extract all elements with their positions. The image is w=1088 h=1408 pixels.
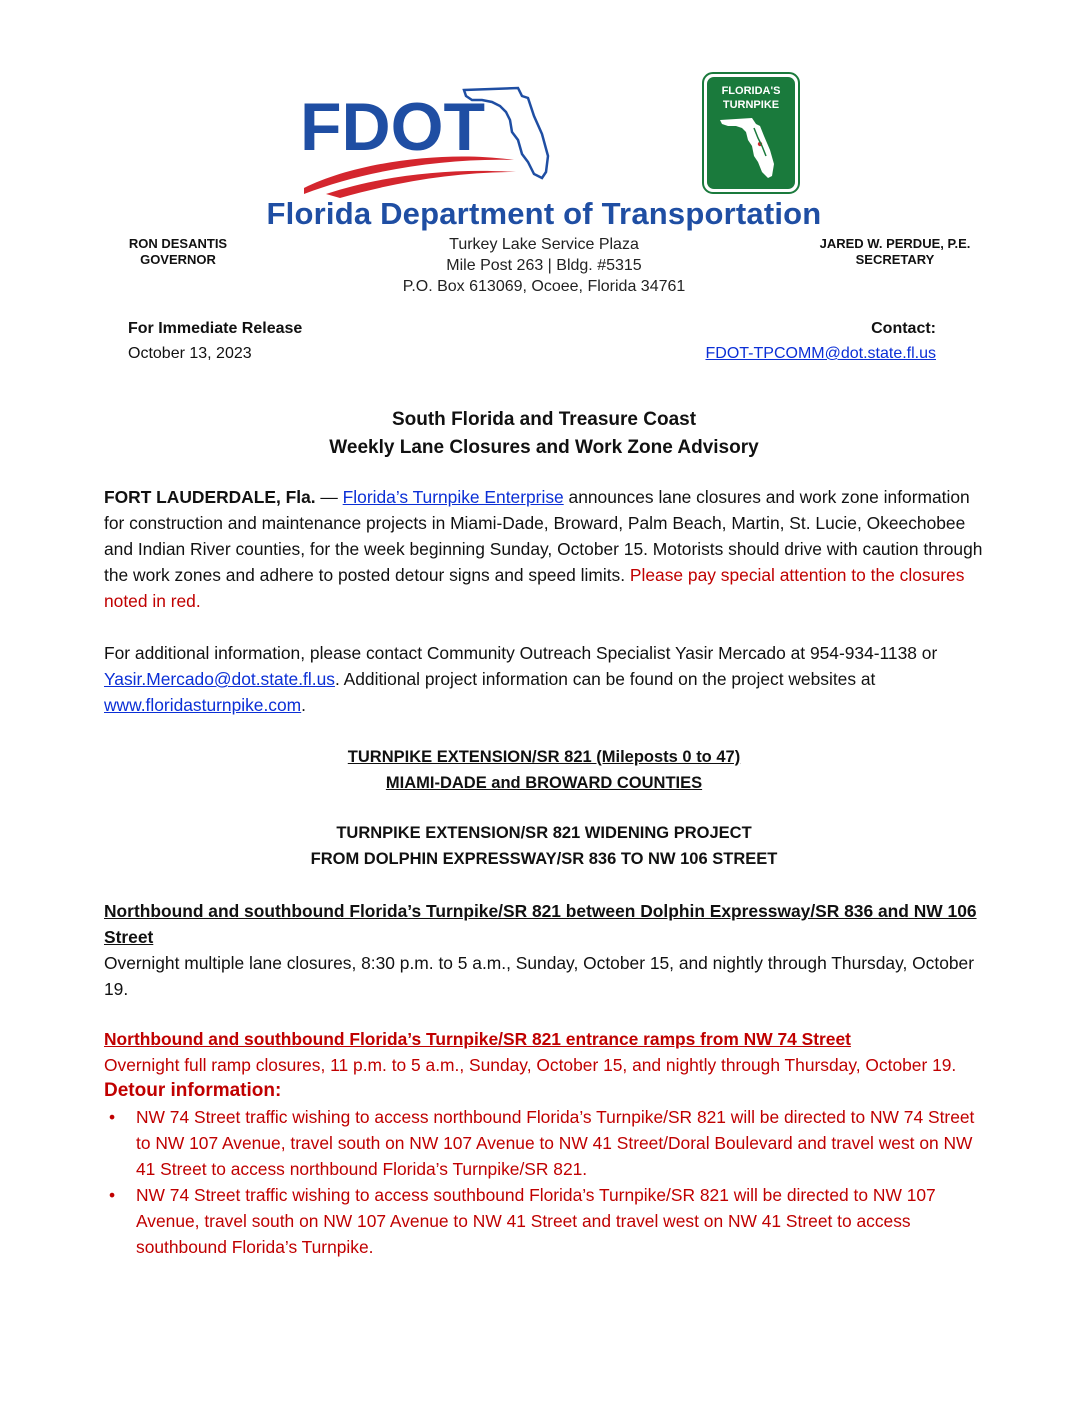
closure-item [104, 898, 984, 1002]
document-title [0, 406, 1088, 462]
turnpike-logo-line2: TURNPIKE [722, 99, 780, 111]
document-title-line-2: Weekly Lane Closures and Work Zone Advisory [329, 437, 759, 458]
contact-info [706, 316, 937, 366]
section-heading-line-1: TURNPIKE EXTENSION/SR 821 (Mileposts 0 to 47) [347, 748, 741, 766]
secretary-block [800, 236, 990, 268]
address-line-2: Mile Post 263 | Bldg. #5315 [446, 257, 642, 274]
release-label: For Immediate Release [128, 320, 303, 337]
fdot-logo [296, 76, 554, 200]
turnpike-logo [702, 72, 800, 194]
section-heading-line-2: MIAMI-DADE and BROWARD COUNTIES [385, 774, 703, 792]
department-title: Florida Department of Transportation [266, 196, 822, 231]
release-info [128, 316, 302, 366]
release-date: October 13, 2023 [128, 345, 252, 362]
document-title-line-1: South Florida and Treasure Coast [391, 409, 697, 430]
bullet-icon: • [108, 1185, 116, 1205]
intro-paragraph [104, 484, 984, 614]
detour-item [104, 1182, 984, 1260]
bullet-icon: • [108, 1107, 116, 1127]
intro-red-note: Please pay special attention to the closures noted in red. [104, 565, 965, 611]
contact-text-2: . Additional project information can be found on the project websites at [334, 669, 876, 689]
fdot-logo-graphic [296, 76, 554, 200]
contact-paragraph [104, 640, 984, 718]
specialist-email-link[interactable]: Yasir.Mercado@dot.state.fl.us [104, 669, 335, 689]
detour-label: Detour information: [104, 1080, 282, 1101]
project-heading-line-1: TURNPIKE EXTENSION/SR 821 WIDENING PROJECT [336, 824, 752, 842]
section-heading [0, 744, 1088, 796]
closure-detail: Overnight multiple lane closures, 8:30 p.m. to 5 a.m., Sunday, October 15, and nightly through Thursday, October 19. [104, 953, 974, 999]
turnpike-logo-line1: FLORIDA'S [721, 85, 781, 97]
governor-title: GOVERNOR [140, 252, 216, 267]
project-heading-line-2: FROM DOLPHIN EXPRESSWAY/SR 836 TO NW 106 STREET [310, 850, 778, 868]
detour-item [104, 1104, 984, 1182]
closure-heading: Northbound and southbound Florida’s Turnpike/SR 821 between Dolphin Expressway/SR 836 and NW 106 Street [104, 901, 977, 947]
detour-text: NW 74 Street traffic wishing to access northbound Florida’s Turnpike/SR 821 will be directed to NW 74 Street to NW 107 Avenue, travel south on NW 107 Avenue to NW 41 Street/Doral Boulevard and travel west on NW 41 Street to access northbound Florida’s Turnpike/SR 821. [136, 1107, 975, 1179]
intro-text: announces lane closures and work zone information for construction and maintenance projects in Miami-Dade, Broward, Palm Beach, Martin, St. Lucie, Okeechobee and Indian River counties, for the week beginning Sunday, October 15. Motorists should drive with caution through the work zones and adhere to posted detour signs and speed limits. [104, 487, 983, 585]
closure-item-red [104, 1026, 984, 1260]
contact-email-link[interactable]: FDOT-TPCOMM@dot.state.fl.us [705, 345, 936, 362]
closure-detail: Overnight full ramp closures, 11 p.m. to 5 a.m., Sunday, October 15, and nightly through Thursday, October 19. [104, 1055, 957, 1075]
fdot-logo-text: FDOT [300, 89, 486, 165]
secretary-name: JARED W. PERDUE, P.E. [819, 236, 971, 251]
dateline: FORT LAUDERDALE, Fla. [104, 487, 316, 507]
turnpike-enterprise-link[interactable]: Florida’s Turnpike Enterprise [342, 487, 564, 507]
project-heading [0, 820, 1088, 872]
contact-text-1: For additional information, please contact Community Outreach Specialist Yasir Mercado at 954-934-1138 or [104, 643, 938, 663]
contact-text-3: . [301, 695, 307, 715]
contact-label: Contact: [871, 320, 936, 337]
website-link[interactable]: www.floridasturnpike.com [104, 695, 302, 715]
detour-text: NW 74 Street traffic wishing to access southbound Florida’s Turnpike/SR 821 will be directed to NW 107 Avenue, travel south on NW 107 Avenue to NW 41 Street and travel west on NW 41 Street to access southbound Florida’s Turnpike. [136, 1185, 936, 1257]
address-line-1: Turkey Lake Service Plaza [449, 236, 639, 253]
governor-name: RON DESANTIS [128, 236, 228, 251]
dateline-dash: — [315, 487, 343, 507]
secretary-title: SECRETARY [855, 252, 935, 267]
closure-heading: Northbound and southbound Florida’s Turnpike/SR 821 entrance ramps from NW 74 Street [104, 1029, 851, 1049]
address-line-3: P.O. Box 613069, Ocoee, Florida 34761 [402, 278, 686, 295]
detour-list [104, 1104, 984, 1260]
